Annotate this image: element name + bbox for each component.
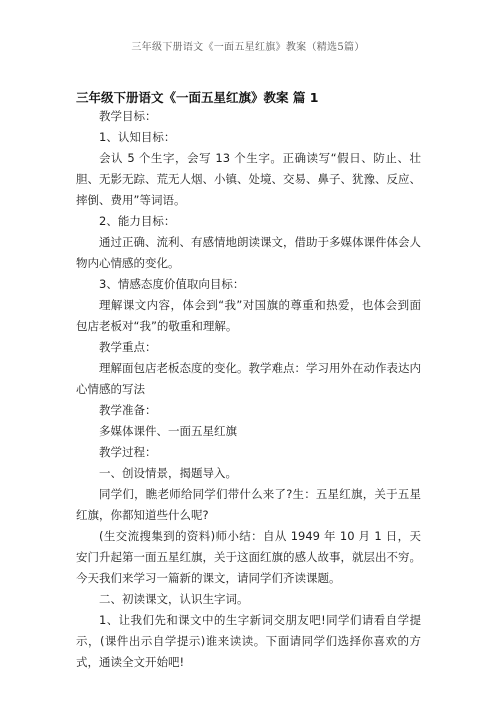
paragraph: 一、创设情景，揭题导入。 xyxy=(99,466,237,480)
paragraph: 1、让我们先和课文中的生字新词交朋友吧!同学们请看自学提示，(课件出示自学提示)谁来读读。下面请同学们选择你喜欢的方式，通读全文开始吧! xyxy=(76,613,421,669)
paragraph: 理解课文内容，体会到“我”对国旗的尊重和热爱，也体会到面包店老板对“我”的敬重和理解。 xyxy=(76,298,421,333)
running-header: 三年级下册语文《一面五星红旗》教案（精选5篇） xyxy=(131,42,365,53)
paragraph: 通过正确、流利、有感情地朗读课文，借助于多媒体课件体会人物内心情感的变化。 xyxy=(76,235,421,270)
paragraph: 多媒体课件、一面五星红旗 xyxy=(99,424,237,438)
paragraph: 会认 5 个生字，会写 13 个生字。正确读写“假日、防止、壮胆、无影无踪、荒无人烟、小镇、处境、交易、鼻子、犹豫、反应、摔倒、费用”等词语。 xyxy=(76,151,421,207)
paragraph: 3、情感态度价值取向目标： xyxy=(99,277,245,291)
paragraph: 教学过程： xyxy=(99,445,157,459)
paragraph: 二、初读课文，认识生字词。 xyxy=(99,592,249,606)
paragraph: 2、能力目标： xyxy=(99,214,176,228)
paragraph: 同学们，瞧老师给同学们带什么来了?生：五星红旗，关于五星红旗，你都知道些什么呢? xyxy=(76,487,421,522)
paragraph: 理解面包店老板态度的变化。教学难点：学习用外在动作表达内心情感的写法 xyxy=(76,361,421,396)
paragraph: (生交流搜集到的资料)师小结：自从 1949 年 10 月 1 日，天安门升起第一面五星红旗，关于这面红旗的感人故事，就层出不穷。今天我们来学习一篇新的课文，请同学们齐读课题。 xyxy=(76,529,421,585)
paragraph: 1、认知目标： xyxy=(99,130,176,144)
paragraph: 教学目标： xyxy=(99,109,157,123)
paragraph: 教学准备： xyxy=(99,403,157,417)
paragraph: 教学重点： xyxy=(99,340,157,354)
body-text xyxy=(76,106,421,673)
section-title: 三年级下册语文《一面五星红旗》教案 篇 1 xyxy=(76,90,319,105)
